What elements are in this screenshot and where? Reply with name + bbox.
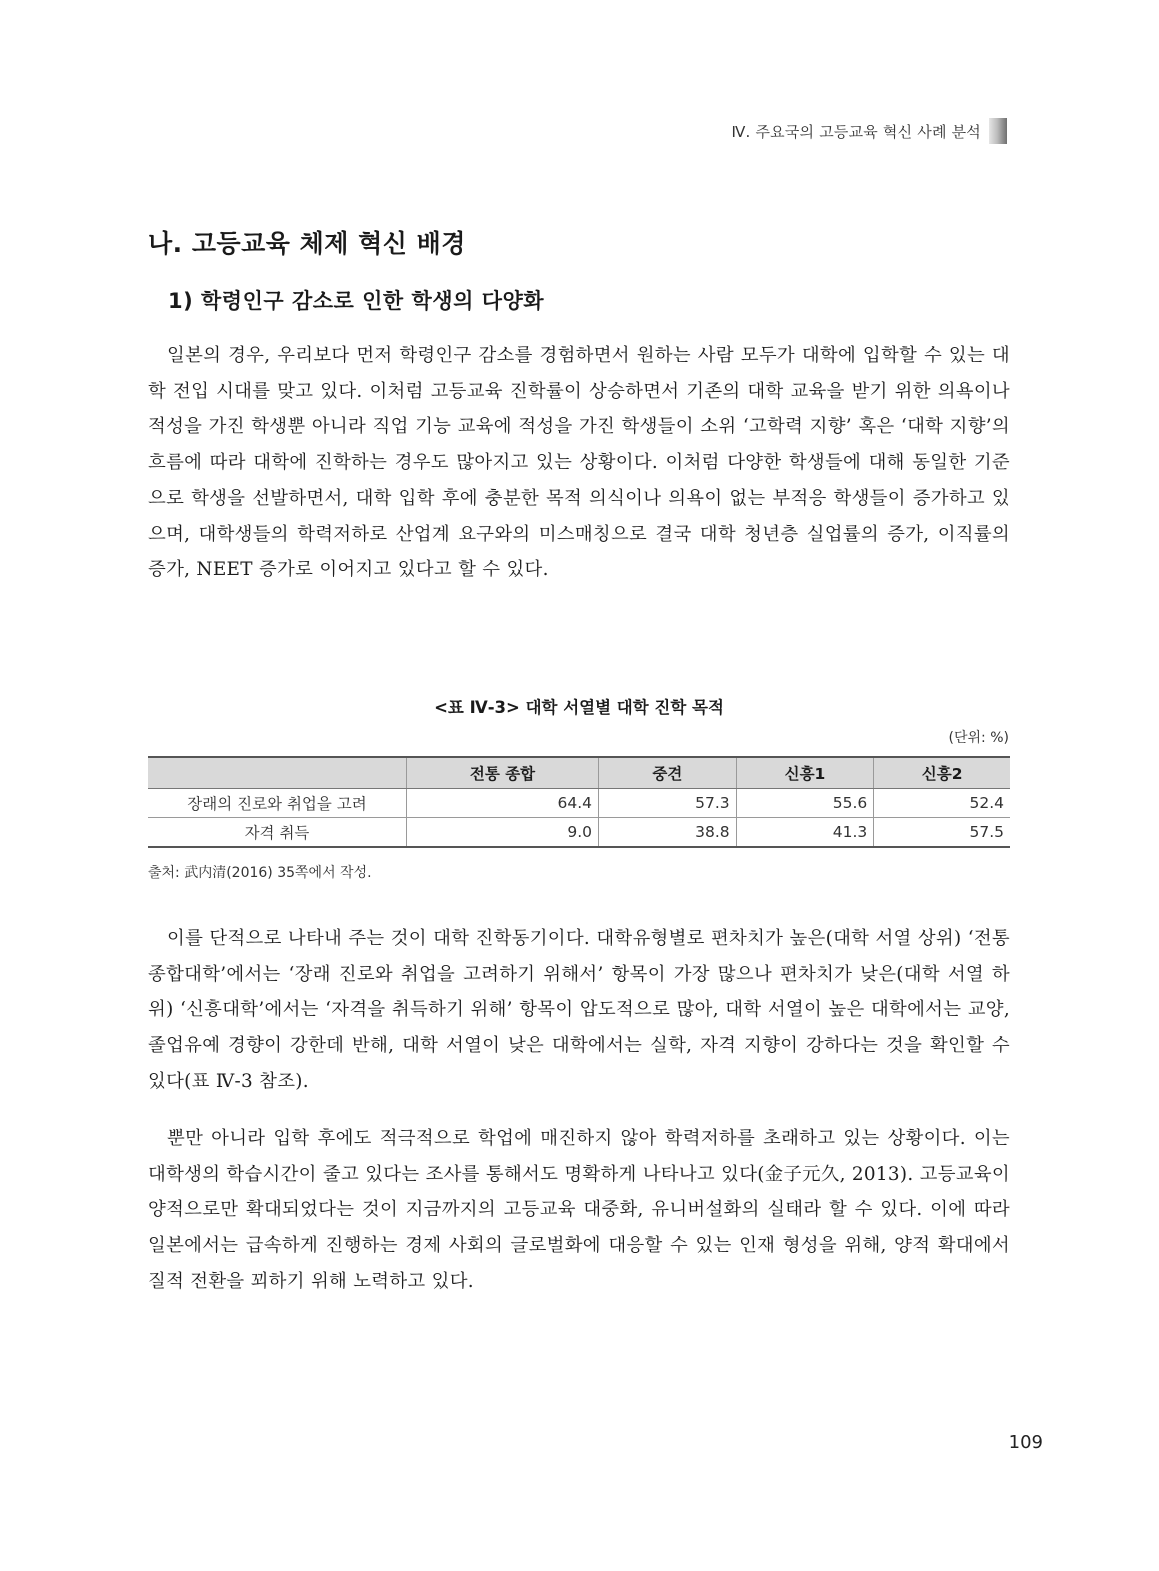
body-paragraph-1: 일본의 경우, 우리보다 먼저 학령인구 감소를 경험하면서 원하는 사람 모두가 대학에 입학할 수 있는 대학 전입 시대를 맞고 있다. 이처럼 고등교육 진학률이 상승하면서 기존의 대학 교육을 받기 위한 의욕이나 적성을 가진 학생뿐 아니라 직업 기능 교육에 적성을 가진 학생들이 소위 ‘고학력 지향’ 혹은 ‘대학 지향’의 흐름에 따라 대학에 진학하는 경우도 많아지고 있는 상황이다. 이처럼 다양한 학생들에 대해 동일한 기준으로 학생을 선발하면서, 대학 입학 후에 충분한 목적 의식이나 의욕이 없는 부적응 학생들이 증가하고 있으며, 대학생들의 학력저하로 산업계 요구와의 미스매칭으로 결국 대학 청년층 실업률의 증가, 이직률의 증가, NEET 증가로 이어지고 있다고 할 수 있다. [148, 345, 1010, 581]
table-unit: (단위: %) [948, 730, 1009, 746]
table-row [148, 789, 1010, 818]
table-cell: 41.3 [736, 818, 874, 848]
row-label: 장래의 진로와 취업을 고려 [148, 789, 407, 818]
table-cell: 52.4 [874, 789, 1010, 818]
subsection-title: 1) 학령인구 감소로 인한 학생의 다양화 [168, 289, 545, 313]
table-source: 출처: 武内清(2016) 35쪽에서 작성. [148, 865, 372, 881]
table-cell: 57.3 [599, 789, 737, 818]
table-header-emerging1: 신흥1 [736, 757, 874, 789]
page-number: 109 [1008, 1432, 1043, 1453]
table-header-emerging2: 신흥2 [874, 757, 1010, 789]
section-title: 나. 고등교육 체제 혁신 배경 [148, 229, 466, 258]
body-paragraph-2: 이를 단적으로 나타내 주는 것이 대학 진학동기이다. 대학유형별로 편차치가 높은(대학 서열 상위) ‘전통종합대학’에서는 ‘장래 진로와 취업을 고려하기 위해서’ 항목이 가장 많으나 편차치가 낮은(대학 서열 하위) ‘신흥대학’에서는 ‘자격을 취득하기 위해’ 항목이 압도적으로 많아, 대학 서열이 높은 대학에서는 교양, 졸업유예 경향이 강한데 반해, 대학 서열이 낮은 대학에서는 실학, 자격 지향이 강하다는 것을 확인할 수 있다(표 Ⅳ-3 참조). [148, 928, 1010, 1092]
row-label: 자격 취득 [148, 818, 407, 848]
table-cell: 57.5 [874, 818, 1010, 848]
data-table [148, 756, 1010, 848]
body-paragraph-3: 뿐만 아니라 입학 후에도 적극적으로 학업에 매진하지 않아 학력저하를 초래하고 있는 상황이다. 이는 대학생의 학습시간이 줄고 있다는 조사를 통해서도 명확하게 나타나고 있다(金子元久, 2013). 고등교육이 양적으로만 확대되었다는 것이 지금까지의 고등교육 대중화, 유니버설화의 실태라 할 수 있다. 이에 따라 일본에서는 급속하게 진행하는 경제 사회의 글로벌화에 대응할 수 있는 인재 형성을 위해, 양적 확대에서 질적 전환을 꾀하기 위해 노력하고 있다. [148, 1128, 1010, 1292]
table-cell: 9.0 [407, 818, 599, 848]
table-cell: 64.4 [407, 789, 599, 818]
table-header-empty [148, 757, 407, 789]
table-caption: <표 Ⅳ-3> 대학 서열별 대학 진학 목적 [434, 698, 724, 717]
header-gradient-bar [989, 118, 1007, 144]
running-header-title: Ⅳ. 주요국의 고등교육 혁신 사례 분석 [731, 122, 981, 141]
table-header-midtier: 중견 [599, 757, 737, 789]
table-cell: 55.6 [736, 789, 874, 818]
table-header-traditional: 전통 종합 [407, 757, 599, 789]
table-cell: 38.8 [599, 818, 737, 848]
running-header [731, 118, 1007, 144]
table-header-row [148, 757, 1010, 789]
table-row [148, 818, 1010, 848]
